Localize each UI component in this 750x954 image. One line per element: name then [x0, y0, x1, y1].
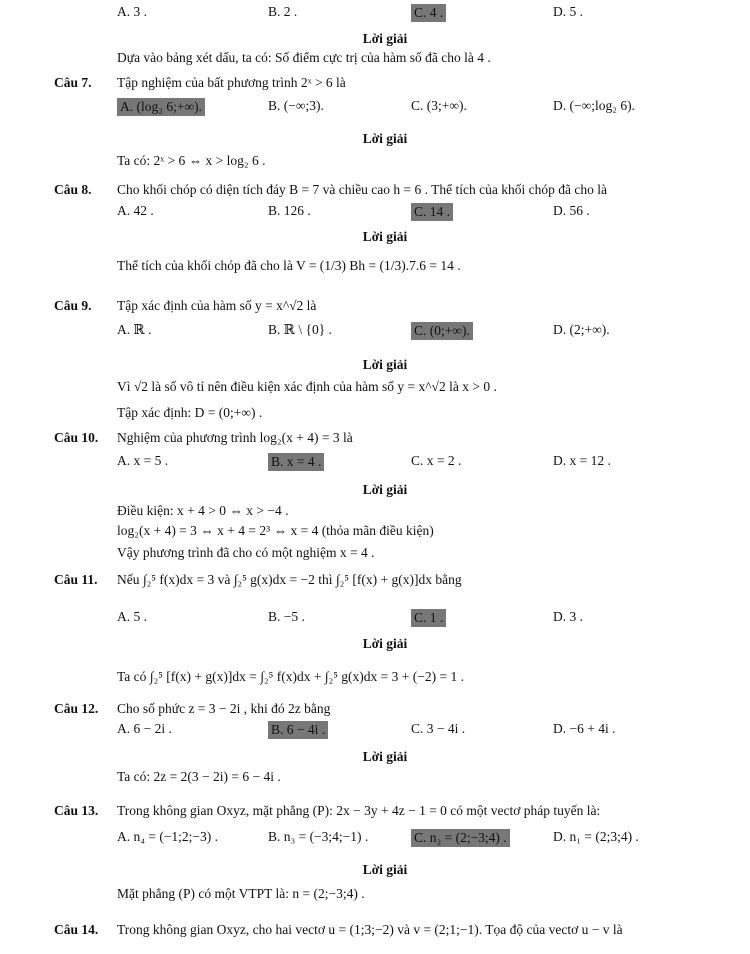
answer-option: C. (0;+∞). — [411, 322, 473, 340]
question-text: Tập nghiệm của bất phương trình 2ˣ > 6 là — [117, 75, 346, 90]
answer-option: A. 3 . — [117, 4, 147, 19]
solution-line: Ta có: 2z = 2(3 − 2i) = 6 − 4i . — [117, 769, 281, 784]
answer-option: A. ℝ . — [117, 322, 152, 337]
question-text: Trong không gian Oxyz, cho hai vectơ u = (1;3;−2) và v = (2;1;−1). Tọa độ của vectơ u − v là — [117, 922, 623, 937]
solution-heading: Lời giải — [362, 31, 408, 46]
answer-option: C. n₂ = (2;−3;4) . — [411, 829, 510, 847]
solution-heading: Lời giải — [362, 636, 408, 651]
solution-heading: Lời giải — [362, 862, 408, 877]
solution-line: Điều kiện: x + 4 > 0 ⇔ x > −4 . — [117, 503, 289, 518]
answer-option: B. 2 . — [268, 4, 298, 19]
solution-heading: Lời giải — [362, 131, 408, 146]
question-text: Cho số phức z = 3 − 2i , khi đó 2z bằng — [117, 701, 331, 716]
answer-option: C. 3 − 4i . — [411, 721, 466, 736]
answer-option: D. 56 . — [553, 203, 590, 218]
solution-line: Mặt phẳng (P) có một VTPT là: n = (2;−3;4) . — [117, 886, 365, 901]
solution-heading: Lời giải — [362, 229, 408, 244]
solution-line: Dựa vào bảng xét dấu, ta có: Số điểm cực trị của hàm số đã cho là 4 . — [117, 50, 491, 65]
answer-option: A. (log₂ 6;+∞). — [117, 98, 205, 116]
question-text: Tập xác định của hàm số y = x^√2 là — [117, 298, 317, 313]
solution-line: Ta có: 2ˣ > 6 ⇔ x > log₂ 6 . — [117, 153, 266, 168]
answer-option: A. 42 . — [117, 203, 154, 218]
answer-option: B. −5 . — [268, 609, 305, 624]
answer-option: C. 14 . — [411, 203, 453, 221]
answer-option: B. x = 4 . — [268, 453, 324, 471]
question-number: Câu 14. — [54, 922, 99, 937]
answer-option: A. n₄ = (−1;2;−3) . — [117, 829, 219, 844]
question-number: Câu 12. — [54, 701, 99, 716]
answer-option: A. 5 . — [117, 609, 147, 624]
answer-option: C. x = 2 . — [411, 453, 462, 468]
answer-option: D. 5 . — [553, 4, 583, 19]
question-text: Cho khối chóp có diện tích đáy B = 7 và chiều cao h = 6 . Thể tích của khối chóp đã cho là — [117, 182, 607, 197]
answer-option: B. ℝ \ {0} . — [268, 322, 332, 337]
question-text: Trong không gian Oxyz, mặt phẳng (P): 2x − 3y + 4z − 1 = 0 có một vectơ pháp tuyến là: — [117, 803, 601, 818]
solution-line: log₂(x + 4) = 3 ⇔ x + 4 = 2³ ⇔ x = 4 (thỏa mãn điều kiện) — [117, 523, 434, 538]
question-number: Câu 13. — [54, 803, 99, 818]
answer-option: D. 3 . — [553, 609, 583, 624]
question-text: Nếu ∫₂⁵ f(x)dx = 3 và ∫₂⁵ g(x)dx = −2 thì ∫₂⁵ [f(x) + g(x)]dx bằng — [117, 572, 462, 587]
solution-line: Vậy phương trình đã cho có một nghiệm x = 4 . — [117, 545, 375, 560]
question-number: Câu 8. — [54, 182, 92, 197]
question-number: Câu 10. — [54, 430, 99, 445]
answer-option: B. n₃ = (−3;4;−1) . — [268, 829, 369, 844]
solution-heading: Lời giải — [362, 482, 408, 497]
question-number: Câu 9. — [54, 298, 92, 313]
answer-option: A. 6 − 2i . — [117, 721, 172, 736]
question-number: Câu 7. — [54, 75, 92, 90]
solution-heading: Lời giải — [362, 357, 408, 372]
answer-option: C. 1 . — [411, 609, 446, 627]
answer-option: C. (3;+∞). — [411, 98, 467, 113]
answer-option: C. 4 . — [411, 4, 446, 22]
solution-line: Vì √2 là số vô tỉ nên điều kiện xác định của hàm số y = x^√2 là x > 0 . — [117, 379, 497, 394]
question-number: Câu 11. — [54, 572, 98, 587]
answer-option: B. (−∞;3). — [268, 98, 324, 113]
answer-option: B. 126 . — [268, 203, 311, 218]
question-text: Nghiệm của phương trình log₂(x + 4) = 3 là — [117, 430, 353, 445]
solution-line: Tập xác định: D = (0;+∞) . — [117, 405, 263, 420]
answer-option: D. (2;+∞). — [553, 322, 610, 337]
solution-line: Thể tích của khối chóp đã cho là V = (1/3) Bh = (1/3).7.6 = 14 . — [117, 258, 461, 273]
answer-option: D. n₁ = (2;3;4) . — [553, 829, 639, 844]
answer-option: A. x = 5 . — [117, 453, 169, 468]
solution-heading: Lời giải — [362, 749, 408, 764]
answer-option: D. −6 + 4i . — [553, 721, 616, 736]
answer-option: D. (−∞;log₂ 6). — [553, 98, 635, 113]
answer-option: B. 6 − 4i . — [268, 721, 328, 739]
answer-option: D. x = 12 . — [553, 453, 611, 468]
solution-line: Ta có ∫₂⁵ [f(x) + g(x)]dx = ∫₂⁵ f(x)dx + ∫₂⁵ g(x)dx = 3 + (−2) = 1 . — [117, 669, 464, 684]
